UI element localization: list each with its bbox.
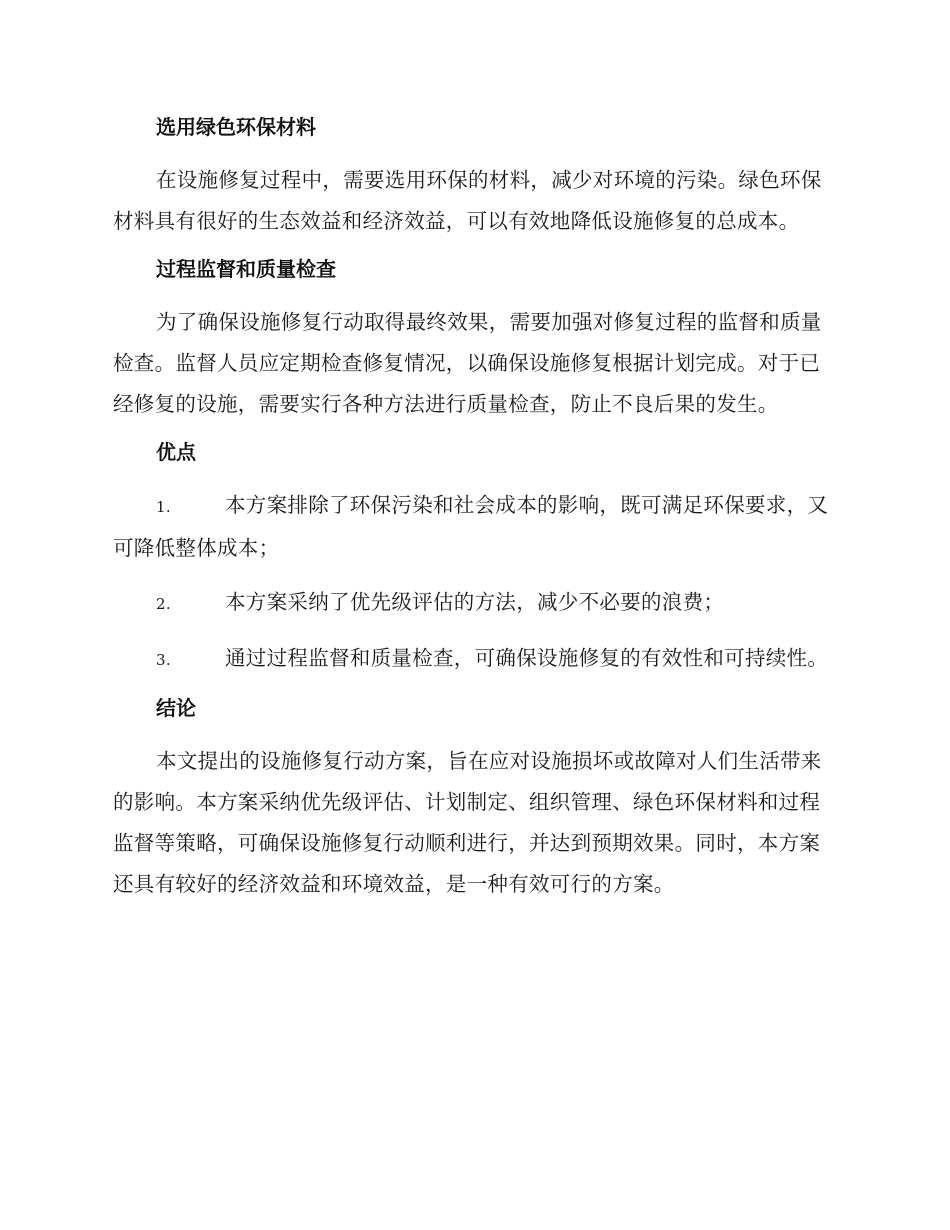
section-heading-green-materials: 选用绿色环保材料 bbox=[156, 115, 316, 139]
list-item-text: 本方案排除了环保污染和社会成本的影响，既可满足环保要求，又可降低整体成本； bbox=[113, 493, 829, 560]
list-item-number: 1. bbox=[156, 498, 171, 516]
list-item-number: 2. bbox=[156, 595, 171, 613]
conclusion-heading: 结论 bbox=[156, 696, 196, 720]
advantages-list bbox=[113, 485, 838, 681]
section-paragraph-green-materials: 在设施修复过程中，需要选用环保的材料，减少对环境的污染。绿色环保材料具有很好的生态效益和经济效益，可以有效地降低设施修复的总成本。 bbox=[113, 168, 822, 233]
conclusion-paragraph: 本文提出的设施修复行动方案，旨在应对设施损坏或故障对人们生活带来的影响。本方案采纳优先级评估、计划制定、组织管理、绿色环保材料和过程监督等策略，可确保设施修复行动顺利进行，并达到预期效果。同时，本方案还具有较好的经济效益和环境效益，是一种有效可行的方案。 bbox=[113, 749, 822, 896]
advantages-heading: 优点 bbox=[156, 440, 196, 464]
list-item-text: 通过过程监督和质量检查，可确保设施修复的有效性和可持续性。 bbox=[225, 646, 829, 670]
list-item-text: 本方案采纳了优先级评估的方法，减少不必要的浪费； bbox=[225, 590, 725, 614]
list-item-number: 3. bbox=[156, 651, 171, 669]
section-paragraph-supervision: 为了确保设施修复行动取得最终效果，需要加强对修复过程的监督和质量检查。监督人员应定期检查修复情况，以确保设施修复根据计划完成。对于已经修复的设施，需要实行各种方法进行质量检查，防止不良后果的发生。 bbox=[113, 310, 822, 416]
section-heading-supervision: 过程监督和质量检查 bbox=[156, 257, 336, 281]
list-item bbox=[113, 638, 838, 681]
list-item bbox=[113, 485, 838, 569]
list-item bbox=[113, 582, 838, 625]
